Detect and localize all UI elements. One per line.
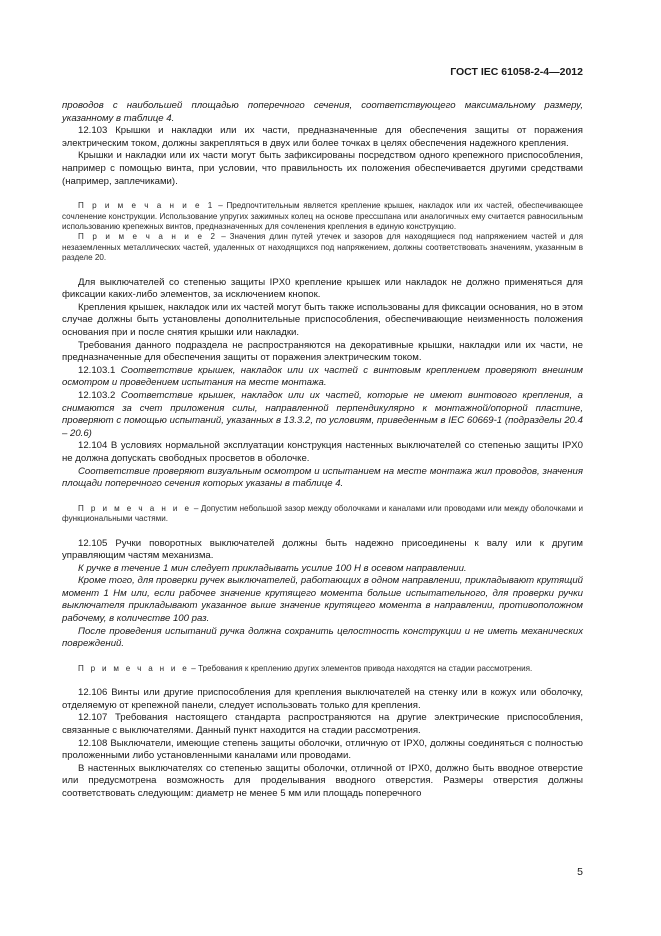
paragraph: Крышки и накладки или их части могут быть зафиксированы посредством одного крепежного приспособления, например с помощью винта, при условии, что правильность их положения обеспечивается другими средствами (например, заплечиками). (62, 150, 583, 187)
paragraph: После проведения испытаний ручка должна сохранить целостность конструкции и не иметь механических повреждений. (62, 625, 583, 650)
clause-number: 12.103.1 (78, 364, 121, 376)
note-3 (62, 504, 583, 525)
clause-12-103-1 (62, 365, 583, 390)
paragraph: Требования данного подраздела не распространяются на декоративные крышки, накладки или их части, не предназначенные для обеспечения защиты от поражения электрическим током. (62, 339, 583, 364)
note-label: П р и м е ч а н и е 1 (78, 201, 215, 211)
note-label: П р и м е ч а н и е 2 (78, 232, 218, 242)
clause-12-108: 12.108 Выключатели, имеющие степень защиты оболочки, отличную от IPX0, должны соединяться с полностью проложенными либо установленными каналами или проводами. (62, 737, 583, 762)
note-label: П р и м е ч а н и е (78, 663, 190, 673)
paragraph: К ручке в течение 1 мин следует прикладывать усилие 100 Н в осевом направлении. (78, 562, 467, 574)
paragraph: проводов с наибольшей площадью поперечного сечения, соответствующего максимальному размеру, указанному в таблице 4. (62, 100, 583, 124)
note-text: – Требования к креплению других элементов привода находятся на стадии рассмотрения. (189, 663, 533, 673)
clause-12-105: 12.105 Ручки поворотных выключателей должны быть надежно присоединены к валу или к другим управляющим частям механизма. (62, 537, 583, 562)
page-header-standard-code: ГОСТ IEC 61058-2-4—2012 (450, 66, 583, 78)
document-body (62, 100, 583, 801)
note-text: – Предпочтительным является крепление крышек, накладок или их частей, обеспечивающее сочленение конструкции. Использование упругих зажимных колец на основе прессшпана или аналогичных ему считается равносильным использованию крепежных винтов, предназначенных для сочленения крепления в единую конструкцию. (62, 201, 583, 231)
clause-12-107: 12.107 Требования настоящего стандарта распространяются на другие электрические приспособления, связанные с выключателями. Данный пункт находится на стадии рассмотрения. (62, 712, 583, 737)
note-label: П р и м е ч а н и е (78, 503, 192, 513)
paragraph: Кроме того, для проверки ручек выключателей, работающих в одном направлении, прикладывают крутящий момент 1 Нм или, если рабочее значение крутящего момента больше испытательного, для проверки ручки выключателя прикладывают указанное выше значение крутящего момента в направлении, противоположном рабочему, в количестве 100 раз. (62, 575, 583, 625)
note-1 (62, 201, 583, 232)
note-text: – Значения длин путей утечек и зазоров для находящиеся под напряжением частей и для незаземленных металлических частей, удаленных от находящихся под напряжением, должны соответствовать значениям, указанным в разделе 20. (62, 232, 583, 263)
clause-12-104: 12.104 В условиях нормальной эксплуатации конструкция настенных выключателей со степенью защиты IPX0 не должна допускать свободных просветов в оболочке. (62, 440, 583, 464)
paragraph: Для выключателей со степенью защиты IPX0 крепление крышек или накладок не должно применяться для фиксации каких-либо элементов, за исключением кнопок. (62, 276, 583, 301)
paragraph: В настенных выключателях со степенью защиты оболочки, отличной от IPX0, должно быть вводное отверстие или предусмотрена возможность для проделывания вводного отверстия. Размеры отверстия должны соответствовать следующим: диаметр не менее 5 мм или площадь поперечного (62, 762, 583, 799)
page-number: 5 (577, 866, 583, 878)
note-text: – Допустим небольшой зазор между оболочками и каналами или проводами или между оболочками и функциональными частями. (62, 503, 583, 524)
clause-text: Соответствие крышек, накладок или их частей, которые не имеют винтового крепления, а снимаются за счет приложения силы, направленной перпендикулярно к монтажной/опорной пластине, проверяют с помощью испытаний, указанных в 13.3.2, по условиям, приведенным в IEC 60669-1 (подразделы 20.4 – 20.6) (62, 389, 583, 439)
note-4 (62, 664, 583, 674)
paragraph: Крепления крышек, накладок или их частей могут быть также использованы для фиксации основания, но в этом случае должны быть установлены дополнительные приспособления, обеспечивающие неизменность положения основания при и после снятия крышки или накладки. (62, 301, 583, 338)
note-2 (62, 232, 583, 263)
paragraph: Соответствие проверяют визуальным осмотром и испытанием на месте монтажа жил проводов, значения площади поперечного сечения которых указаны в таблице 4. (62, 465, 583, 490)
clause-12-106: 12.106 Винты или другие приспособления для крепления выключателей на стенку или в кожух или оболочку, отделяемую от крепежной панели, следует использовать только для крепления. (62, 687, 583, 711)
clause-12-103-2 (62, 390, 583, 440)
clause-12-103: 12.103 Крышки и накладки или их части, предназначенные для обеспечения защиты от поражения электрическим током, должны закрепляться в двух или более точках в целях обеспечения надежного крепления. (62, 125, 583, 149)
clause-text: Соответствие крышек, накладок или их частей с винтовым креплением проверяют внешним осмотром и проведением испытания на месте монтажа. (62, 364, 583, 389)
clause-number: 12.103.2 (78, 389, 121, 401)
